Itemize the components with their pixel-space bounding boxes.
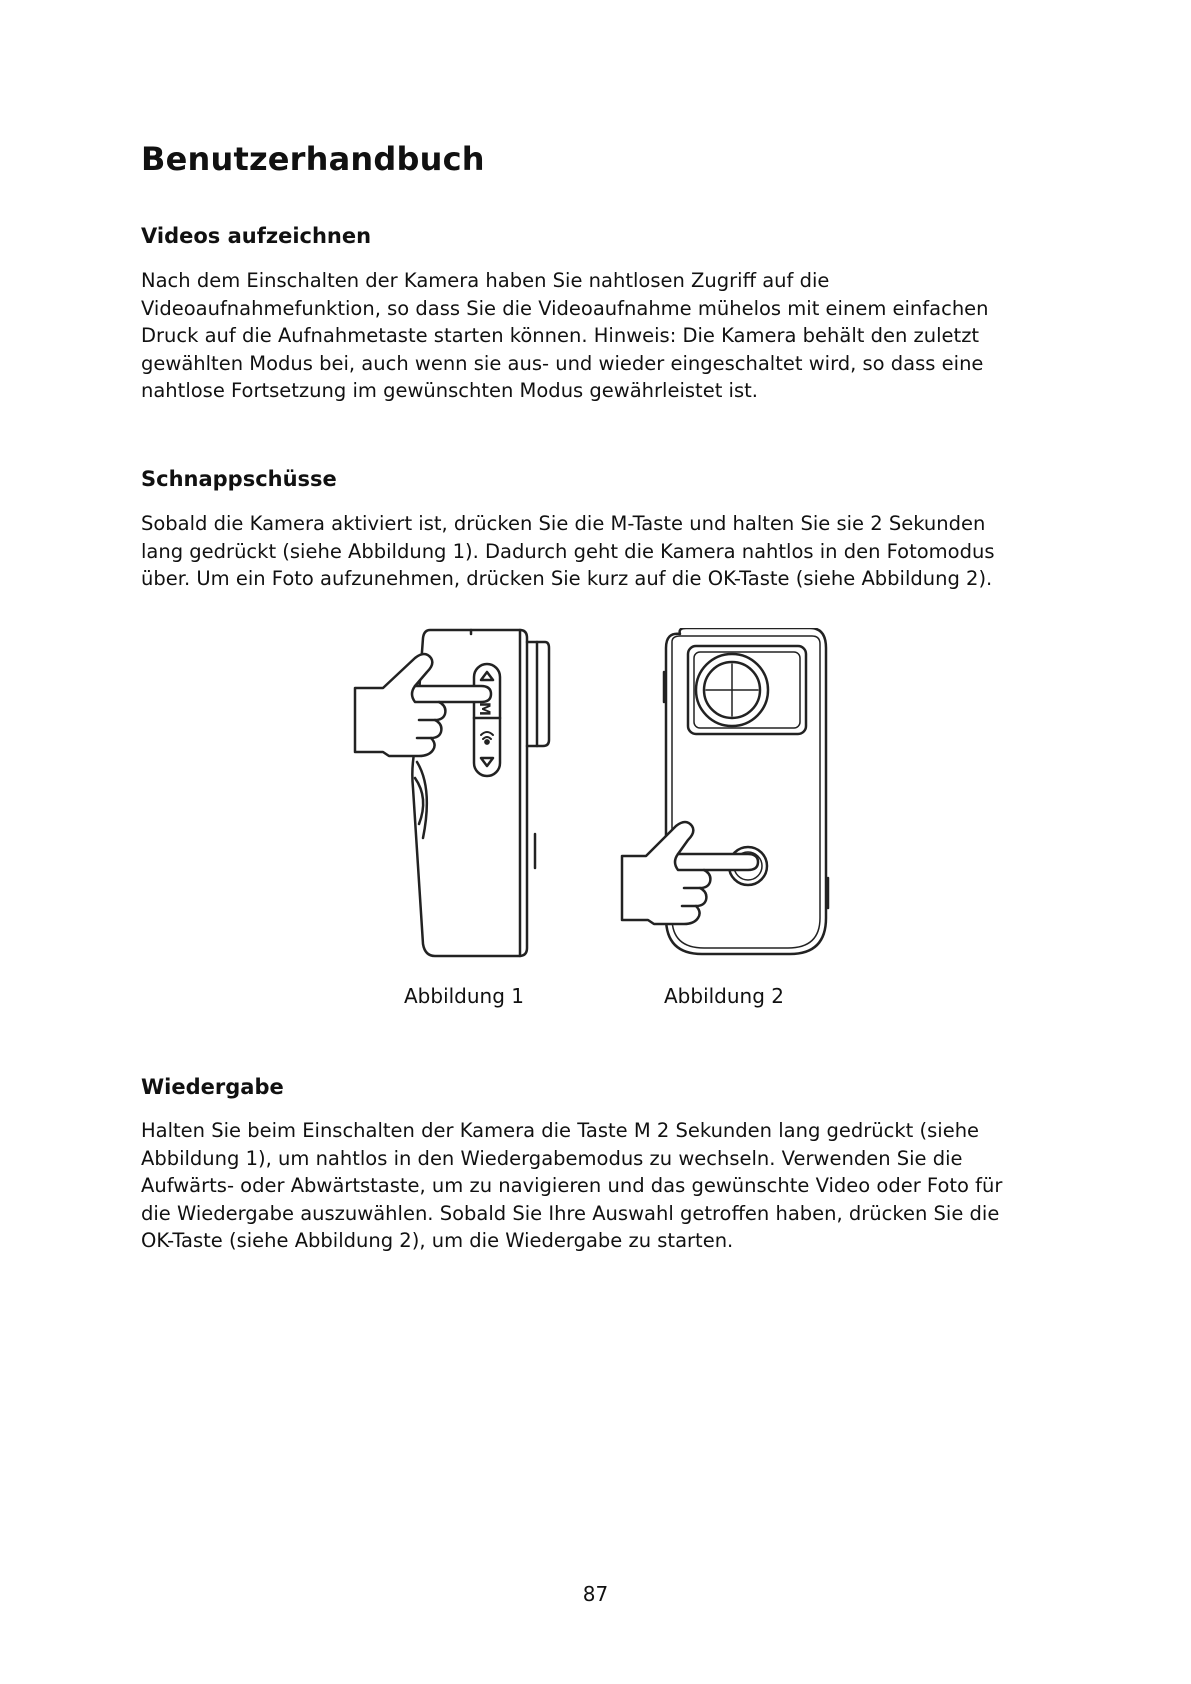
up-arrow-icon: [481, 672, 493, 680]
text-line: Abbildung 1), um nahtlos in den Wiedergabemodus zu wechseln. Verwenden Sie die: [141, 1146, 963, 1170]
text-line: nahtlose Fortsetzung im gewünschten Modus gewährleistet ist.: [141, 379, 758, 402]
text-line: Nach dem Einschalten der Kamera haben Sie nahtlosen Zugriff auf die: [141, 269, 830, 292]
pointing-hand: [355, 654, 491, 756]
text-line: lang gedrückt (siehe Abbildung 1). Dadurch geht die Kamera nahtlos in den Fotomodus: [141, 539, 995, 563]
down-arrow-icon: [481, 758, 493, 766]
text-line: gewählten Modus bei, auch wenn sie aus- und wieder eingeschaltet wird, so dass eine: [141, 351, 984, 375]
text-line: Sobald die Kamera aktiviert ist, drücken Sie die M-Taste und halten Sie sie 2 Sekunden: [141, 512, 986, 535]
section-body-playback: [141, 1117, 1041, 1255]
text-line: die Wiedergabe auszuwählen. Sobald Sie Ihre Auswahl getroffen haben, drücken Sie die: [141, 1201, 1000, 1225]
section-body-videos: [141, 267, 1041, 405]
figure-2-caption: Abbildung 2: [664, 984, 785, 1008]
section-heading-playback: Wiedergabe: [141, 1075, 284, 1099]
section-heading-videos: Videos aufzeichnen: [141, 224, 372, 248]
section-heading-snapshots: Schnappschüsse: [141, 467, 337, 491]
text-line: über. Um ein Foto aufzunehmen, drücken Sie kurz auf die OK-Taste (siehe Abbildung 2).: [141, 567, 993, 590]
text-line: Videoaufnahmefunktion, so dass Sie die Videoaufnahme mühelos mit einem einfachen: [141, 296, 989, 320]
page-number: 87: [582, 1582, 609, 1606]
pointing-hand: [622, 822, 758, 924]
camera-body: [412, 630, 527, 956]
section-body-snapshots: [141, 510, 1041, 593]
text-line: OK-Taste (siehe Abbildung 2), um die Wiedergabe zu starten.: [141, 1229, 734, 1252]
figure-2-camera-back-illustration: [620, 628, 840, 958]
text-line: Halten Sie beim Einschalten der Kamera die Taste M 2 Sekunden lang gedrückt (siehe: [141, 1119, 980, 1142]
page-title: Benutzerhandbuch: [141, 140, 485, 178]
m-button-label: M: [476, 702, 492, 716]
text-line: Druck auf die Aufnahmetaste starten können. Hinweis: Die Kamera behält den zuletzt: [141, 324, 980, 347]
figure-1-caption: Abbildung 1: [404, 984, 525, 1008]
text-line: Aufwärts- oder Abwärtstaste, um zu navigieren und das gewünschte Video oder Foto für: [141, 1174, 1003, 1197]
figure-1-camera-side-illustration: [353, 628, 573, 958]
wifi-icon: [481, 732, 493, 739]
